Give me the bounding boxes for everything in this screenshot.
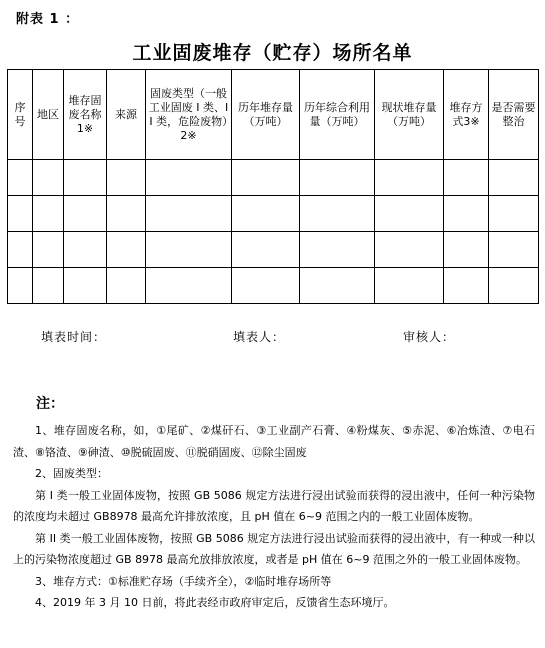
table-cell[interactable]: [146, 268, 232, 304]
table-row: [8, 196, 539, 232]
note-4: 4、2019 年 3 月 10 日前，将此表经市政府审定后，反馈省生态环境厅。: [35, 596, 395, 609]
page-title: 工业固废堆存（贮存）场所名单: [132, 42, 413, 64]
fill-time-label: 填表时间：: [41, 330, 107, 344]
table-cell[interactable]: [64, 232, 107, 268]
table-cell[interactable]: [146, 232, 232, 268]
table-cell[interactable]: [375, 196, 444, 232]
table-cell[interactable]: [300, 196, 375, 232]
header-waste-type: 固废类型（一般工业固废 I 类、II 类，危险废物）2※: [146, 70, 232, 160]
table-cell[interactable]: [232, 160, 300, 196]
table-cell[interactable]: [489, 268, 539, 304]
table-body: [8, 160, 539, 304]
table-cell[interactable]: [33, 196, 64, 232]
filler-label: 填表人：: [233, 330, 286, 344]
table-cell[interactable]: [8, 196, 33, 232]
notes-section: [13, 420, 535, 614]
table-cell[interactable]: [489, 196, 539, 232]
table-cell[interactable]: [232, 196, 300, 232]
table-cell[interactable]: [444, 196, 489, 232]
table-cell[interactable]: [8, 160, 33, 196]
note-3: 3、堆存方式：①标准贮存场（手续齐全），②临时堆存场所等: [35, 574, 332, 588]
attachment-label: 附表 1 ：: [16, 12, 80, 27]
table-cell[interactable]: [375, 268, 444, 304]
table-cell[interactable]: [300, 160, 375, 196]
note-2-class-1: 第 I 类一般工业固体废物，按照 GB 5086 规定方法进行浸出试验而获得的浸出液中，任何一种污染物的浓度均未超过 GB8978 最高允许排放浓度，且 pH 值在 6~9 范围之内的一般工业固体废物。: [13, 488, 535, 523]
table-row: [8, 232, 539, 268]
table-cell[interactable]: [107, 268, 146, 304]
header-waste-name: 堆存固废名称1※: [64, 70, 107, 160]
header-source: 来源: [107, 70, 146, 160]
notes-heading: 注：: [36, 396, 64, 412]
table-cell[interactable]: [375, 232, 444, 268]
table-cell[interactable]: [64, 196, 107, 232]
note-2: 2、固废类型：: [35, 467, 108, 480]
table-cell[interactable]: [489, 232, 539, 268]
table-cell[interactable]: [33, 160, 64, 196]
table-header-row: [8, 70, 539, 160]
table-cell[interactable]: [64, 160, 107, 196]
site-list-table: [7, 69, 539, 304]
table-cell[interactable]: [300, 232, 375, 268]
table-cell[interactable]: [8, 268, 33, 304]
table-cell[interactable]: [107, 232, 146, 268]
table-cell[interactable]: [489, 160, 539, 196]
reviewer-label: 审核人：: [403, 330, 456, 344]
note-2-class-2: 第 II 类一般工业固体废物，按照 GB 5086 规定方法进行浸出试验而获得的浸出液中，有一种或一种以上的污染物浓度超过 GB 8978 最高允放排放浓度，或者是 pH 值在 6~9 范围之外的一般工业固体废物。: [13, 531, 535, 566]
table-cell[interactable]: [232, 232, 300, 268]
table-cell[interactable]: [33, 268, 64, 304]
table-cell[interactable]: [375, 160, 444, 196]
table-cell[interactable]: [300, 268, 375, 304]
header-needs-rectification: 是否需要整治: [489, 70, 539, 160]
table-row: [8, 160, 539, 196]
header-storage-method: 堆存方式3※: [444, 70, 489, 160]
table-cell[interactable]: [8, 232, 33, 268]
table-cell[interactable]: [146, 160, 232, 196]
header-historical-storage: 历年堆存量（万吨）: [232, 70, 300, 160]
table-cell[interactable]: [107, 196, 146, 232]
table-cell[interactable]: [444, 232, 489, 268]
table-cell[interactable]: [64, 268, 107, 304]
header-region: 地区: [33, 70, 64, 160]
table-cell[interactable]: [444, 268, 489, 304]
header-serial-no: 序号: [8, 70, 33, 160]
table-cell[interactable]: [146, 196, 232, 232]
table-cell[interactable]: [107, 160, 146, 196]
header-current-storage: 现状堆存量（万吨）: [375, 70, 444, 160]
header-historical-utilization: 历年综合利用量（万吨）: [300, 70, 375, 160]
table-cell[interactable]: [33, 232, 64, 268]
table-row: [8, 268, 539, 304]
table-cell[interactable]: [232, 268, 300, 304]
note-1: 1、堆存固废名称，如，①尾矿、②煤矸石、③工业副产石膏、④粉煤灰、⑤赤泥、⑥冶炼渣、⑦电石渣、⑧铬渣、⑨砷渣、⑩脱硫固废、⑪脱硝固废、⑫除尘固废: [13, 424, 535, 459]
table-cell[interactable]: [444, 160, 489, 196]
